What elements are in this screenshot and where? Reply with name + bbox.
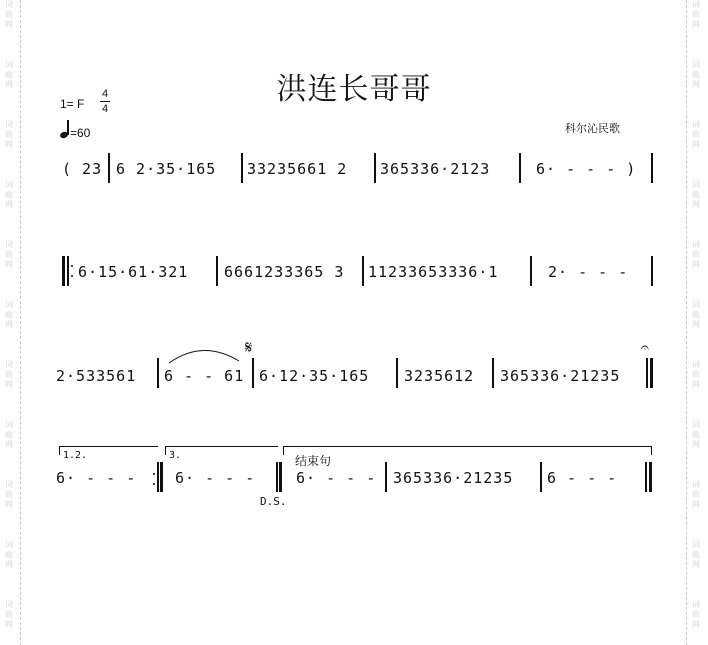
- repeat-start-thin: [67, 256, 69, 286]
- measure: 6· - - -: [175, 469, 256, 487]
- fermata-icon: 𝄐: [641, 340, 649, 356]
- watermark-column: [689, 480, 703, 510]
- watermark-char: 词: [5, 480, 13, 489]
- watermark-char: 曲: [5, 550, 13, 559]
- watermark-column: [689, 120, 703, 150]
- watermark-char: 词: [5, 180, 13, 189]
- segno-icon: 𝄋: [245, 338, 253, 358]
- watermark-column: [689, 420, 703, 450]
- watermark-char: 网: [5, 500, 13, 509]
- barline: [362, 256, 364, 286]
- repeat-end-thick: [160, 462, 163, 492]
- watermark-char: 网: [5, 20, 13, 29]
- barline: [157, 358, 159, 388]
- measure: 6· - - -: [296, 469, 377, 487]
- volta-3-label: 3.: [169, 450, 182, 461]
- barline: [252, 358, 254, 388]
- watermark-char: 曲: [692, 430, 700, 439]
- watermark-char: 网: [5, 320, 13, 329]
- watermark-char: 网: [692, 20, 700, 29]
- watermark-char: 网: [5, 140, 13, 149]
- measure: 6· - - -: [56, 469, 137, 487]
- watermark-char: 曲: [692, 490, 700, 499]
- watermark-char: 曲: [5, 370, 13, 379]
- watermark-char: 词: [5, 540, 13, 549]
- watermark-char: 词: [692, 60, 700, 69]
- watermark-char: 网: [5, 380, 13, 389]
- barline: [530, 256, 532, 286]
- barline: [519, 153, 521, 183]
- watermark-char: 曲: [5, 250, 13, 259]
- watermark-char: 网: [692, 80, 700, 89]
- watermark-char: 词: [5, 240, 13, 249]
- final-barline-thick: [649, 462, 652, 492]
- repeat-start-thick: [62, 256, 65, 286]
- watermark-char: 曲: [5, 490, 13, 499]
- watermark-char: 曲: [692, 130, 700, 139]
- watermark-char: 网: [5, 620, 13, 629]
- watermark-char: 词: [5, 360, 13, 369]
- watermark-char: 曲: [5, 70, 13, 79]
- watermark-char: 网: [692, 200, 700, 209]
- volta-1-label: 1.2.: [63, 450, 88, 461]
- measure: 2·533561: [56, 367, 137, 385]
- final-barline-thin: [645, 462, 647, 492]
- measure: 6 - - 61: [164, 367, 245, 385]
- watermark-char: 网: [692, 140, 700, 149]
- watermark-char: 网: [692, 260, 700, 269]
- watermark-char: 词: [5, 0, 13, 9]
- watermark-column: [2, 600, 16, 630]
- watermark-column: [2, 360, 16, 390]
- meter-bar: [100, 101, 110, 102]
- watermark-column: [2, 120, 16, 150]
- barline: [241, 153, 243, 183]
- tempo-value: =60: [70, 126, 91, 140]
- repeat-dot: [71, 265, 73, 267]
- ds-marking: D.S.: [260, 495, 287, 508]
- watermark-column: [689, 360, 703, 390]
- tempo-marking: [60, 120, 90, 140]
- barline-double-thick: [650, 358, 653, 388]
- watermark-char: 曲: [692, 550, 700, 559]
- key-signature: 1= F: [60, 97, 85, 111]
- quarter-note-icon: [60, 120, 70, 140]
- watermark-char: 词: [5, 300, 13, 309]
- barline: [385, 462, 387, 492]
- watermark-column: [689, 300, 703, 330]
- ending-bracket: [283, 446, 652, 455]
- watermark-column: [2, 480, 16, 510]
- repeat-dot: [71, 275, 73, 277]
- measure: 2· - - -: [548, 263, 629, 281]
- barline: [651, 256, 653, 286]
- song-title: 洪连长哥哥: [276, 72, 432, 107]
- watermark-char: 词: [692, 480, 700, 489]
- watermark-char: 词: [692, 240, 700, 249]
- watermark-column: [689, 600, 703, 630]
- watermark-char: 网: [5, 440, 13, 449]
- watermark-char: 曲: [5, 430, 13, 439]
- barline: [651, 153, 653, 183]
- watermark-char: 网: [692, 500, 700, 509]
- watermark-char: 曲: [692, 250, 700, 259]
- repeat-dot: [153, 473, 155, 475]
- measure: 365336·2123: [380, 160, 491, 178]
- watermark-char: 曲: [692, 10, 700, 19]
- watermark-column: [2, 300, 16, 330]
- repeat-end-thin: [157, 462, 159, 492]
- meter-top: 4: [101, 88, 109, 100]
- barline: [540, 462, 542, 492]
- measure: 365336·21235: [393, 469, 514, 487]
- meter-bottom: 4: [101, 103, 109, 115]
- watermark-char: 曲: [692, 310, 700, 319]
- barline: [108, 153, 110, 183]
- watermark-column: [689, 0, 703, 30]
- time-signature: [100, 88, 110, 115]
- ending-label: 结束句: [295, 454, 332, 468]
- watermark-column: [689, 240, 703, 270]
- watermark-char: 网: [692, 380, 700, 389]
- watermark-char: 曲: [692, 370, 700, 379]
- watermark-char: 网: [5, 560, 13, 569]
- watermark-char: 词: [5, 420, 13, 429]
- watermark-char: 曲: [692, 610, 700, 619]
- watermark-column: [2, 180, 16, 210]
- watermark-column: [689, 180, 703, 210]
- barline-double-thin: [276, 462, 278, 492]
- watermark-char: 词: [692, 360, 700, 369]
- watermark-column: [2, 240, 16, 270]
- barline: [216, 256, 218, 286]
- repeat-dot: [153, 483, 155, 485]
- measure: 365336·21235: [500, 367, 621, 385]
- measure: 6· - - - ): [536, 160, 637, 178]
- barline-double-thin: [646, 358, 648, 388]
- barline-double-thick: [279, 462, 282, 492]
- measure: 6 - - -: [547, 469, 618, 487]
- watermark-char: 词: [692, 600, 700, 609]
- watermark-char: 曲: [692, 190, 700, 199]
- watermark-char: 词: [692, 540, 700, 549]
- watermark-char: 曲: [5, 310, 13, 319]
- watermark-char: 曲: [692, 70, 700, 79]
- measure: 3235612: [404, 367, 475, 385]
- watermark-char: 网: [5, 260, 13, 269]
- watermark-column: [2, 0, 16, 30]
- measure: ( 23: [62, 160, 103, 178]
- measure: 6661233365 3: [224, 263, 345, 281]
- watermark-char: 网: [5, 80, 13, 89]
- watermark-char: 网: [692, 320, 700, 329]
- watermark-column: [2, 420, 16, 450]
- watermark-char: 网: [692, 440, 700, 449]
- barline: [374, 153, 376, 183]
- measure: 11233653336·1: [368, 263, 499, 281]
- watermark-char: 词: [5, 600, 13, 609]
- slur-arc: [165, 345, 245, 365]
- watermark-char: 词: [692, 300, 700, 309]
- watermark-char: 词: [692, 180, 700, 189]
- watermark-char: 词: [692, 420, 700, 429]
- watermark-char: 网: [692, 560, 700, 569]
- barline: [492, 358, 494, 388]
- watermark-column: [689, 540, 703, 570]
- watermark-char: 曲: [5, 190, 13, 199]
- measure: 6·12·35·165: [259, 367, 370, 385]
- composer-credit: 科尔沁民歌: [565, 122, 620, 135]
- watermark-char: 词: [692, 120, 700, 129]
- measure: 33235661 2: [247, 160, 348, 178]
- watermark-char: 曲: [5, 610, 13, 619]
- watermark-char: 曲: [5, 10, 13, 19]
- watermark-char: 曲: [5, 130, 13, 139]
- watermark-char: 词: [5, 120, 13, 129]
- watermark-column: [2, 540, 16, 570]
- volta-bracket-3: [165, 446, 278, 455]
- watermark-char: 词: [692, 0, 700, 9]
- watermark-char: 网: [692, 620, 700, 629]
- barline: [396, 358, 398, 388]
- measure: 6·15·61·321: [78, 263, 189, 281]
- watermark-char: 网: [5, 200, 13, 209]
- measure: 6 2·35·165: [116, 160, 217, 178]
- watermark-char: 词: [5, 60, 13, 69]
